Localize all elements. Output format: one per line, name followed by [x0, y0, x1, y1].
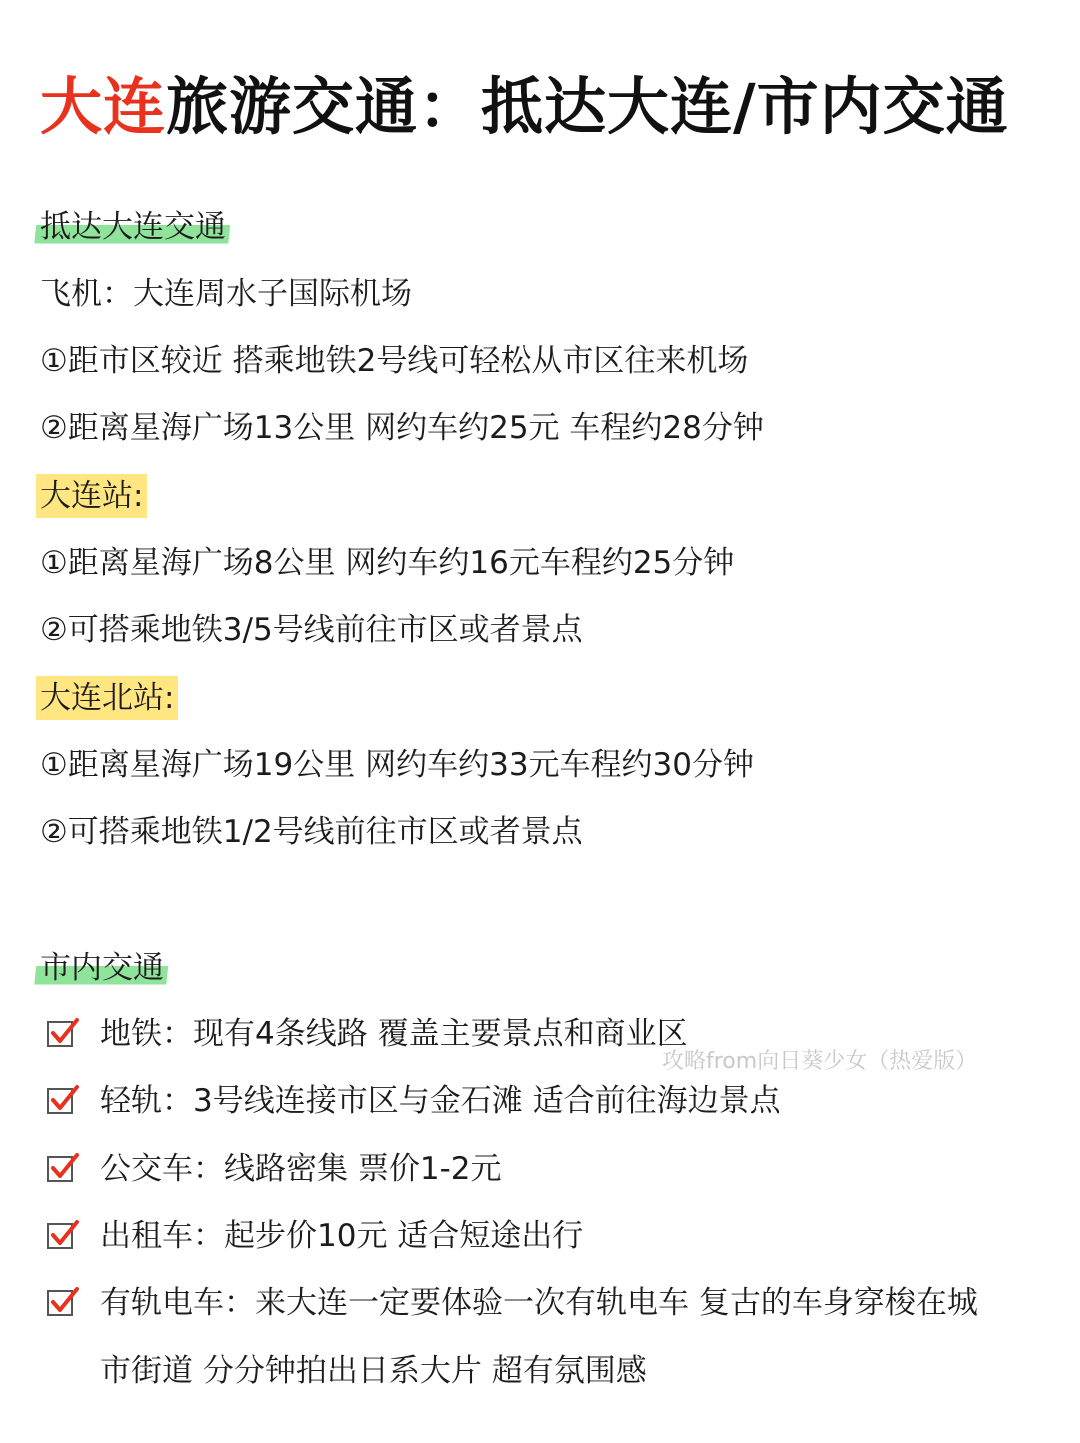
station-item-2: ②可搭乘地铁3/5号线前往市区或者景点 [40, 612, 583, 648]
tram-continuation: 市街道 分分钟拍出日系大片 超有氛围感 [100, 1353, 647, 1389]
city-heading: 市内交通 [34, 946, 171, 990]
city-item-text: 出租车：起步价10元 适合短途出行 [100, 1218, 584, 1254]
checkbox-icon [46, 1285, 80, 1319]
station-item-1: ①距离星海广场8公里 网约车约16元车程约25分钟 [40, 545, 735, 581]
checkbox-icon [46, 1016, 80, 1050]
checkbox-icon [46, 1151, 80, 1185]
checkbox-icon [46, 1218, 80, 1252]
city-item-text: 公交车：线路密集 票价1-2元 [100, 1151, 502, 1187]
north-station-label: 大连北站: [36, 676, 178, 720]
station-label: 大连站: [36, 474, 147, 518]
city-item-text: 轻轨：3号线连接市区与金石滩 适合前往海边景点 [100, 1083, 781, 1119]
city-item-text: 有轨电车：来大连一定要体验一次有轨电车 复古的车身穿梭在城 [100, 1285, 978, 1321]
arrival-heading: 抵达大连交通 [34, 205, 233, 249]
checkbox-icon [46, 1083, 80, 1117]
city-item-text: 地铁：现有4条线路 覆盖主要景点和商业区 [100, 1016, 688, 1052]
north-station-item-1: ①距离星海广场19公里 网约车约33元车程约30分钟 [40, 747, 754, 783]
watermark: 攻略from向日葵少女（热爱版） [662, 1049, 978, 1074]
north-station-item-2: ②可搭乘地铁1/2号线前往市区或者景点 [40, 814, 583, 850]
airport-item-1: ①距市区较近 搭乘地铁2号线可轻松从市区往来机场 [40, 343, 749, 379]
page-title [40, 62, 1070, 152]
airport-label: 飞机：大连周水子国际机场 [40, 276, 412, 312]
title-highlight: 大连 [40, 70, 167, 143]
airport-item-2: ②距离星海广场13公里 网约车约25元 车程约28分钟 [40, 410, 764, 446]
title-rest: 旅游交通：抵达大连/市内交通 [166, 70, 1009, 143]
